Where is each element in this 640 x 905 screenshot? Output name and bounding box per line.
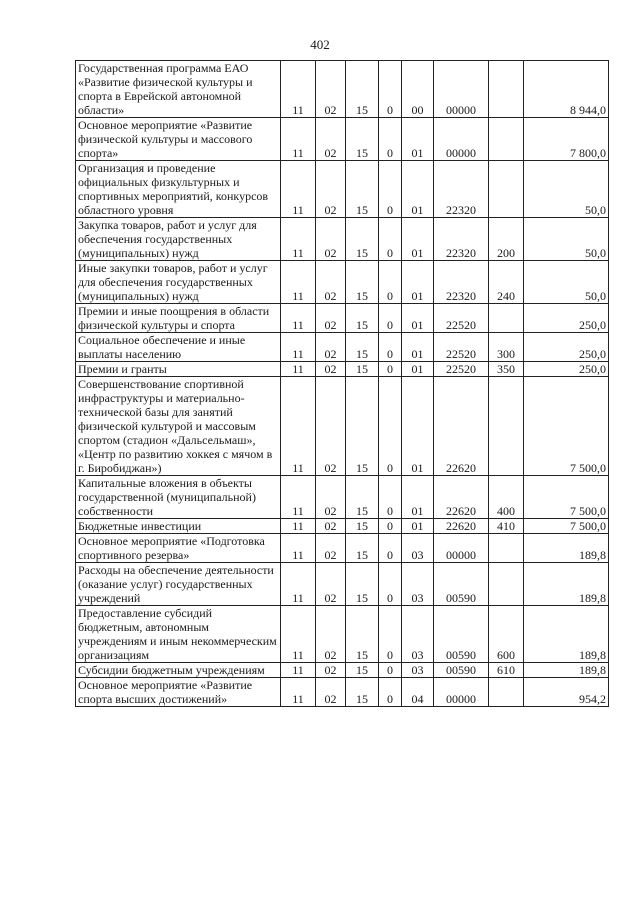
row-amount: 189,8 <box>524 606 609 663</box>
row-section: 11 <box>281 362 316 377</box>
row-subsection: 02 <box>316 304 346 333</box>
row-expense-type <box>489 61 524 118</box>
row-direction: 22520 <box>434 304 489 333</box>
row-measure: 03 <box>402 563 434 606</box>
row-name: Субсидии бюджетным учреждениям <box>76 663 281 678</box>
row-subsection: 02 <box>316 663 346 678</box>
row-section: 11 <box>281 519 316 534</box>
row-measure: 03 <box>402 534 434 563</box>
row-subprogram: 0 <box>379 476 402 519</box>
row-name: Бюджетные инвестиции <box>76 519 281 534</box>
row-expense-type: 410 <box>489 519 524 534</box>
row-name: Иные закупки товаров, работ и услуг для обеспечения государственных (муниципальных) нужд <box>76 261 281 304</box>
row-name: Капитальные вложения в объекты государственной (муниципальной) собственности <box>76 476 281 519</box>
row-expense-type <box>489 377 524 476</box>
row-direction: 00590 <box>434 563 489 606</box>
row-name: Расходы на обеспечение деятельности (оказание услуг) государственных учреждений <box>76 563 281 606</box>
row-section: 11 <box>281 663 316 678</box>
row-program: 15 <box>346 261 379 304</box>
row-subprogram: 0 <box>379 333 402 362</box>
table-row <box>76 261 609 304</box>
table-row <box>76 663 609 678</box>
row-subprogram: 0 <box>379 362 402 377</box>
row-direction: 22320 <box>434 161 489 218</box>
row-expense-type: 600 <box>489 606 524 663</box>
row-amount: 954,2 <box>524 678 609 707</box>
row-measure: 01 <box>402 304 434 333</box>
table-row <box>76 362 609 377</box>
row-measure: 01 <box>402 519 434 534</box>
row-subprogram: 0 <box>379 606 402 663</box>
row-program: 15 <box>346 678 379 707</box>
row-subsection: 02 <box>316 476 346 519</box>
row-subsection: 02 <box>316 563 346 606</box>
row-section: 11 <box>281 218 316 261</box>
row-amount: 8 944,0 <box>524 61 609 118</box>
table-row <box>76 377 609 476</box>
row-expense-type <box>489 304 524 333</box>
row-expense-type: 300 <box>489 333 524 362</box>
row-name: Закупка товаров, работ и услуг для обеспечения государственных (муниципальных) нужд <box>76 218 281 261</box>
row-direction: 22320 <box>434 218 489 261</box>
row-measure: 01 <box>402 261 434 304</box>
row-program: 15 <box>346 333 379 362</box>
row-amount: 250,0 <box>524 362 609 377</box>
row-direction: 00590 <box>434 663 489 678</box>
row-amount: 7 500,0 <box>524 377 609 476</box>
row-name: Предоставление субсидий бюджетным, автономным учреждениям и иным некоммерческим организациям <box>76 606 281 663</box>
row-program: 15 <box>346 606 379 663</box>
row-expense-type: 200 <box>489 218 524 261</box>
row-amount: 7 500,0 <box>524 476 609 519</box>
row-measure: 01 <box>402 333 434 362</box>
row-amount: 7 800,0 <box>524 118 609 161</box>
row-name: Основное мероприятие «Подготовка спортивного резерва» <box>76 534 281 563</box>
row-direction: 22320 <box>434 261 489 304</box>
row-measure: 01 <box>402 161 434 218</box>
row-program: 15 <box>346 61 379 118</box>
row-direction: 00590 <box>434 606 489 663</box>
budget-table <box>75 60 609 707</box>
row-section: 11 <box>281 261 316 304</box>
row-subsection: 02 <box>316 519 346 534</box>
table-row <box>76 218 609 261</box>
row-name: Основное мероприятие «Развитие физической культуры и массового спорта» <box>76 118 281 161</box>
row-subprogram: 0 <box>379 161 402 218</box>
row-measure: 00 <box>402 61 434 118</box>
row-subsection: 02 <box>316 218 346 261</box>
row-section: 11 <box>281 333 316 362</box>
row-subsection: 02 <box>316 161 346 218</box>
row-section: 11 <box>281 476 316 519</box>
row-subprogram: 0 <box>379 663 402 678</box>
row-measure: 01 <box>402 218 434 261</box>
row-subprogram: 0 <box>379 61 402 118</box>
row-subprogram: 0 <box>379 118 402 161</box>
row-program: 15 <box>346 161 379 218</box>
row-name: Премии и гранты <box>76 362 281 377</box>
row-section: 11 <box>281 534 316 563</box>
row-measure: 03 <box>402 663 434 678</box>
row-amount: 189,8 <box>524 563 609 606</box>
row-section: 11 <box>281 606 316 663</box>
row-subprogram: 0 <box>379 377 402 476</box>
row-amount: 50,0 <box>524 261 609 304</box>
row-program: 15 <box>346 377 379 476</box>
row-direction: 22520 <box>434 362 489 377</box>
row-subprogram: 0 <box>379 218 402 261</box>
row-name: Социальное обеспечение и иные выплаты населению <box>76 333 281 362</box>
row-amount: 189,8 <box>524 534 609 563</box>
row-section: 11 <box>281 118 316 161</box>
row-subprogram: 0 <box>379 678 402 707</box>
row-subsection: 02 <box>316 261 346 304</box>
row-subsection: 02 <box>316 61 346 118</box>
row-section: 11 <box>281 304 316 333</box>
row-section: 11 <box>281 563 316 606</box>
row-name: Государственная программа ЕАО «Развитие физической культуры и спорта в Еврейской автономной области» <box>76 61 281 118</box>
row-program: 15 <box>346 476 379 519</box>
table-row <box>76 476 609 519</box>
row-program: 15 <box>346 563 379 606</box>
row-section: 11 <box>281 377 316 476</box>
row-section: 11 <box>281 161 316 218</box>
table-row <box>76 118 609 161</box>
row-direction: 22620 <box>434 476 489 519</box>
table-row <box>76 606 609 663</box>
row-subsection: 02 <box>316 678 346 707</box>
row-expense-type: 350 <box>489 362 524 377</box>
row-amount: 189,8 <box>524 663 609 678</box>
row-expense-type: 400 <box>489 476 524 519</box>
row-subprogram: 0 <box>379 563 402 606</box>
table-row <box>76 333 609 362</box>
row-amount: 250,0 <box>524 333 609 362</box>
row-section: 11 <box>281 61 316 118</box>
row-name: Совершенствование спортивной инфраструктуры и материально-технической базы для занятий физической культурой и массовым спортом (стадион «Дальсельмаш», «Центр по развитию хоккея с мячом в г. Биробиджан») <box>76 377 281 476</box>
table-row <box>76 161 609 218</box>
row-name: Организация и проведение официальных физкультурных и спортивных мероприятий, конкурсов областного уровня <box>76 161 281 218</box>
row-subprogram: 0 <box>379 261 402 304</box>
row-expense-type <box>489 678 524 707</box>
row-subprogram: 0 <box>379 519 402 534</box>
row-expense-type <box>489 563 524 606</box>
row-subsection: 02 <box>316 333 346 362</box>
row-name: Премии и иные поощрения в области физической культуры и спорта <box>76 304 281 333</box>
row-direction: 00000 <box>434 534 489 563</box>
row-expense-type: 240 <box>489 261 524 304</box>
row-measure: 01 <box>402 377 434 476</box>
row-expense-type <box>489 161 524 218</box>
row-amount: 50,0 <box>524 161 609 218</box>
row-section: 11 <box>281 678 316 707</box>
row-direction: 22620 <box>434 377 489 476</box>
row-program: 15 <box>346 362 379 377</box>
row-amount: 50,0 <box>524 218 609 261</box>
row-amount: 250,0 <box>524 304 609 333</box>
row-expense-type <box>489 534 524 563</box>
row-measure: 03 <box>402 606 434 663</box>
row-program: 15 <box>346 663 379 678</box>
table-row <box>76 519 609 534</box>
row-amount: 7 500,0 <box>524 519 609 534</box>
row-measure: 01 <box>402 362 434 377</box>
row-expense-type: 610 <box>489 663 524 678</box>
row-direction: 00000 <box>434 61 489 118</box>
row-measure: 01 <box>402 476 434 519</box>
row-program: 15 <box>346 534 379 563</box>
table-row <box>76 304 609 333</box>
row-subsection: 02 <box>316 534 346 563</box>
row-subsection: 02 <box>316 377 346 476</box>
table-row <box>76 678 609 707</box>
row-program: 15 <box>346 218 379 261</box>
table-row <box>76 563 609 606</box>
table-row <box>76 61 609 118</box>
table-row <box>76 534 609 563</box>
row-subsection: 02 <box>316 606 346 663</box>
row-name: Основное мероприятие «Развитие спорта высших достижений» <box>76 678 281 707</box>
row-program: 15 <box>346 304 379 333</box>
row-direction: 00000 <box>434 678 489 707</box>
row-expense-type <box>489 118 524 161</box>
row-direction: 00000 <box>434 118 489 161</box>
row-subsection: 02 <box>316 118 346 161</box>
row-direction: 22520 <box>434 333 489 362</box>
row-subprogram: 0 <box>379 534 402 563</box>
row-direction: 22620 <box>434 519 489 534</box>
row-measure: 04 <box>402 678 434 707</box>
page-number: 402 <box>310 37 330 52</box>
row-subsection: 02 <box>316 362 346 377</box>
row-subprogram: 0 <box>379 304 402 333</box>
row-program: 15 <box>346 519 379 534</box>
row-program: 15 <box>346 118 379 161</box>
row-measure: 01 <box>402 118 434 161</box>
